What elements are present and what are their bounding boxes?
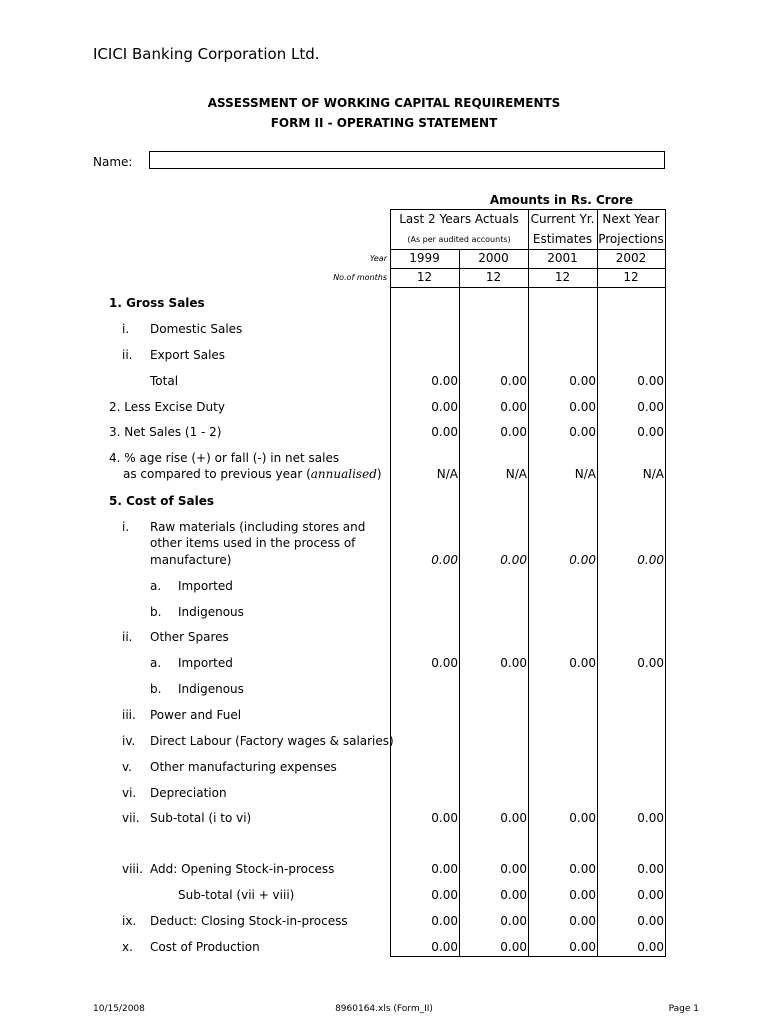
value-cell: 0.00 [637,811,664,825]
col-header-current-2: Estimates [532,232,593,246]
row-index: i. [122,520,130,534]
row-label: Power and Fuel [150,708,242,722]
row-label: Total [150,374,179,388]
value-cell: 0.00 [431,425,458,439]
row-index: ii. [122,348,133,362]
grid-line [390,209,666,210]
grid-line [597,209,598,956]
year-label: Year [369,254,387,263]
grid-line [390,956,666,957]
value-cell: 0.00 [637,940,664,954]
grid-line [390,249,666,250]
value-cell: 0.00 [500,914,527,928]
row-label-text: other items used in the process of [150,536,356,550]
row-label: Sub-total (i to vi) [150,811,252,825]
value-cell: 0.00 [500,400,527,414]
row-index: a. [150,579,162,593]
row-index: b. [150,605,162,619]
row-index: x. [122,940,133,954]
row-label: Indigenous [178,605,244,619]
value-cell: 0.00 [431,656,458,670]
value-cell: 0.00 [569,940,596,954]
value-cell: 0.00 [500,862,527,876]
value-cell: 0.00 [569,374,596,388]
row-index: ii. [122,630,133,644]
value-cell: 0.00 [500,888,527,902]
value-cell: 0.00 [431,400,458,414]
value-cell: 0.00 [637,914,664,928]
row-label: Other manufacturing expenses [150,760,337,774]
value-cell: 0.00 [569,914,596,928]
value-cell: 0.00 [431,888,458,902]
value-cell: 0.00 [569,888,596,902]
col-header-next: Next Year [602,212,660,226]
value-cell: 0.00 [569,811,596,825]
year-cell: 1999 [409,251,440,265]
row-index: ix. [122,914,137,928]
footer-page: Page 1 [668,1004,699,1014]
value-cell: 0.00 [637,862,664,876]
row-index: b. [150,682,162,696]
row-label: Imported [178,656,233,670]
row-label-line3: manufacture) [150,553,232,567]
col-header-next-2: Projections [598,232,664,246]
row-label: Other Spares [150,630,229,644]
company-name: ICICI Banking Corporation Ltd. [93,45,320,63]
row-label-italic: annualised [310,467,377,481]
grid-line [390,287,666,288]
footer-date: 10/15/2008 [93,1004,145,1014]
value-cell: 0.00 [637,656,664,670]
year-cell: 2000 [478,251,509,265]
value-cell: N/A [642,467,664,481]
row-label: Imported [178,579,233,593]
row-label: Raw materials (including stores and [150,520,366,534]
row-index: i. [122,322,130,336]
value-cell: N/A [505,467,527,481]
row-label: 3. Net Sales (1 - 2) [109,425,222,439]
row-label: Direct Labour (Factory wages & salaries) [150,734,394,748]
footer-file: 8960164.xls (Form_II) [335,1004,433,1014]
year-cell: 2002 [615,251,647,265]
amounts-unit-label: Amounts in Rs. Crore [489,193,633,207]
months-label: No.of months [333,273,387,282]
grid-line [390,209,391,956]
col-header-actuals-note: (As per audited accounts) [407,235,511,244]
value-cell: 0.00 [431,374,458,388]
year-cell: 2001 [547,251,578,265]
grid-line [459,209,460,956]
value-cell: 0.00 [431,940,458,954]
row-label-line2 [150,536,355,550]
row-label: Domestic Sales [150,322,243,336]
months-cell: 12 [554,270,571,284]
row-label: Sub-total (vii + viii) [178,888,295,902]
value-cell: 0.00 [500,425,527,439]
value-cell: 0.00 [637,400,664,414]
row-label: 5. Cost of Sales [109,494,214,508]
value-cell: 0.00 [500,374,527,388]
row-label: Depreciation [150,786,227,800]
row-label-text: as compared to previous year ( [123,467,311,481]
value-cell: 0.00 [569,553,596,567]
value-cell: 0.00 [569,400,596,414]
value-cell: 0.00 [500,553,527,567]
name-label: Name: [93,155,133,169]
col-header-current: Current Yr. [530,212,595,226]
form-title: ASSESSMENT OF WORKING CAPITAL REQUIREMENTS [207,96,561,110]
value-cell: N/A [436,467,458,481]
value-cell: 0.00 [500,656,527,670]
row-index: viii. [122,862,143,876]
row-label: 1. Gross Sales [109,296,205,310]
col-header-actuals: Last 2 Years Actuals [399,212,519,226]
row-index: iii. [122,708,136,722]
row-index: vi. [122,786,137,800]
value-cell: 0.00 [569,656,596,670]
row-index: a. [150,656,162,670]
value-cell: 0.00 [431,553,458,567]
value-cell: 0.00 [431,914,458,928]
form-subtitle: FORM II - OPERATING STATEMENT [270,116,498,130]
row-label: Export Sales [150,348,226,362]
grid-line [528,209,529,956]
row-index: iv. [122,734,136,748]
months-cell: 12 [416,270,433,284]
months-cell: 12 [623,270,639,284]
grid-line [390,268,666,269]
value-cell: 0.00 [637,888,664,902]
row-index: v. [122,760,132,774]
row-label: 4. % age rise (+) or fall (-) in net sales [109,451,340,465]
value-cell: 0.00 [431,811,458,825]
row-label-text: ) [376,467,382,481]
value-cell: 0.00 [431,862,458,876]
row-label: 2. Less Excise Duty [109,400,225,414]
row-label: Add: Opening Stock-in-process [150,862,335,876]
value-cell: 0.00 [637,374,664,388]
row-label-line2 [123,467,382,481]
value-cell: 0.00 [569,862,596,876]
row-index: vii. [122,811,140,825]
value-cell: 0.00 [637,553,664,567]
value-cell: 0.00 [500,811,527,825]
row-label: Indigenous [178,682,244,696]
name-field[interactable] [149,151,665,169]
grid-line [665,209,666,956]
value-cell: 0.00 [569,425,596,439]
value-cell: N/A [574,467,596,481]
value-cell: 0.00 [637,425,664,439]
value-cell: 0.00 [500,940,527,954]
row-label: Deduct: Closing Stock-in-process [150,914,348,928]
months-cell: 12 [485,270,502,284]
row-label: Cost of Production [150,940,260,954]
